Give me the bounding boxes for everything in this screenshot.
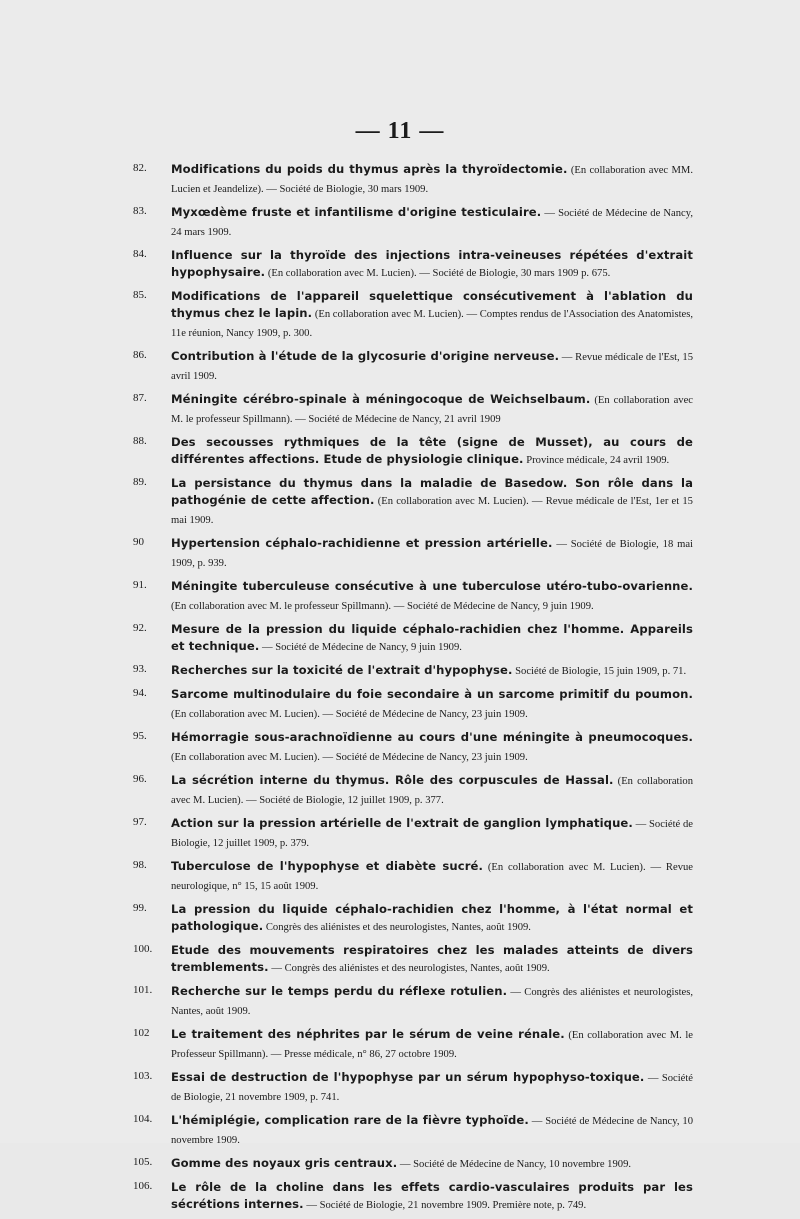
page-number: — 11 —: [355, 118, 445, 144]
entry-number: 94.: [133, 687, 147, 699]
entry-number: 82.: [133, 162, 147, 174]
entry-number: 92.: [133, 622, 147, 634]
entry-title: Modifications du poids du thymus après la thyroïdectomie.: [171, 162, 568, 176]
entry-citation: Congrès des aliénistes et des neurologistes, Nantes, août 1909.: [263, 922, 531, 933]
entry-number: 96.: [133, 773, 147, 785]
entry-number: 87.: [133, 392, 147, 404]
entry-number: 86.: [133, 349, 147, 361]
entry-title: Etude des mouvements respiratoires chez les malades atteints de divers tremblements.: [171, 943, 693, 974]
entry-citation: — Société de Médecine de Nancy, 10 novembre 1909.: [171, 1116, 693, 1146]
entry-number: 105.: [133, 1156, 153, 1168]
bibliography-entry: [133, 620, 693, 656]
entry-title: Le rôle de la choline dans les effets cardio-vasculaires produits par les sécrétions internes.: [171, 1180, 693, 1211]
entry-title: Le traitement des néphrites par le sérum de veine rénale.: [171, 1027, 565, 1041]
bibliography-entry: [133, 1025, 693, 1063]
entry-number: 84.: [133, 248, 147, 260]
entry-title: Méningite cérébro-spinale à méningocoque de Weichselbaum.: [171, 392, 591, 406]
entry-citation: (En collaboration avec MM. Lucien et Jeandelize). — Société de Biologie, 30 mars 1909.: [171, 165, 693, 195]
entry-number: 97.: [133, 816, 147, 828]
entry-citation: — Société de Médecine de Nancy, 24 mars 1909.: [171, 208, 694, 238]
entry-title: Essai de destruction de l'hypophyse par un sérum hypophyso-toxique.: [171, 1070, 645, 1084]
entry-citation: (En collaboration avec M. Lucien). — Revue médicale de l'Est, 1er et 15 mai 1909.: [171, 496, 693, 526]
bibliography-list: [133, 160, 693, 1219]
bibliography-entry: [133, 771, 693, 809]
bibliography-entry: [133, 661, 693, 680]
bibliography-entry: [133, 982, 693, 1020]
entry-citation: (En collaboration avec M. le Professeur Spillmann). — Presse médicale, n° 86, 27 octobre 1909.: [171, 1030, 693, 1060]
entry-title: La sécrétion interne du thymus. Rôle des corpuscules de Hassal.: [171, 773, 614, 787]
entry-number: 103.: [133, 1070, 153, 1082]
bibliography-entry: [133, 577, 693, 615]
entry-number: 98.: [133, 859, 147, 871]
entry-title: Hémorragie sous-arachnoïdienne au cours d'une méningite à pneumocoques.: [171, 730, 693, 744]
entry-title: La persistance du thymus dans la maladie de Basedow. Son rôle dans la pathogénie de cette affection.: [171, 476, 693, 507]
entry-number: 91.: [133, 579, 147, 591]
entry-citation: (En collaboration avec M. Lucien). — Société de Biologie, 30 mars 1909 p. 675.: [265, 268, 611, 279]
entry-citation: — Société de Médecine de Nancy, 10 novembre 1909.: [397, 1159, 632, 1170]
bibliography-entry: [133, 474, 693, 529]
entry-citation: (En collaboration avec M. le professeur Spillmann). — Société de Médecine de Nancy, 21 avril 1909: [171, 395, 693, 425]
entry-title: Contribution à l'étude de la glycosurie d'origine nerveuse.: [171, 349, 560, 363]
entry-title: Recherches sur la toxicité de l'extrait d'hypophyse.: [171, 663, 513, 677]
entry-number: 106.: [133, 1180, 153, 1192]
entry-title: Action sur la pression artérielle de l'extrait de ganglion lymphatique.: [171, 816, 633, 830]
bibliography-entry: [133, 1178, 693, 1214]
entry-citation: — Société de Biologie, 21 novembre 1909, p. 741.: [171, 1073, 694, 1103]
bibliography-entry: [133, 390, 693, 428]
entry-number: 83.: [133, 205, 147, 217]
entry-citation: (En collaboration avec M. Lucien). — Société de Médecine de Nancy, 23 juin 1909.: [171, 709, 528, 720]
bibliography-entry: [133, 160, 693, 198]
entry-number: 99.: [133, 902, 147, 914]
bibliography-entry: [133, 1068, 693, 1106]
entry-number: 102: [133, 1027, 150, 1039]
entry-citation: Province médicale, 24 avril 1909.: [523, 455, 670, 466]
entry-title: Sarcome multinodulaire du foie secondaire à un sarcome primitif du poumon.: [171, 687, 693, 701]
entry-title: Mesure de la pression du liquide céphalo-rachidien chez l'homme. Appareils et technique.: [171, 622, 693, 653]
bibliography-entry: [133, 203, 693, 241]
bibliography-entry: [133, 728, 693, 766]
entry-title: Tuberculose de l'hypophyse et diabète sucré.: [171, 859, 483, 873]
entry-title: Méningite tuberculeuse consécutive à une tuberculose utéro-tubo-ovarienne.: [171, 579, 693, 593]
bibliography-entry: [133, 941, 693, 977]
entry-title: Hypertension céphalo-rachidienne et pression artérielle.: [171, 536, 553, 550]
bibliography-entry: [133, 1154, 693, 1173]
entry-citation: — Société de Biologie, 18 mai 1909, p. 939.: [171, 539, 694, 569]
entry-citation: — Société de Médecine de Nancy, 9 juin 1909.: [259, 642, 462, 653]
entry-number: 89.: [133, 476, 147, 488]
entry-citation: — Congrès des aliénistes et des neurologistes, Nantes, août 1909.: [268, 963, 550, 974]
bibliography-entry: [133, 347, 693, 385]
entry-title: La pression du liquide céphalo-rachidien chez l'homme, à l'état normal et pathologique.: [171, 902, 693, 933]
bibliography-entry: [133, 287, 693, 342]
entry-title: L'hémiplégie, complication rare de la fièvre typhoïde.: [171, 1113, 529, 1127]
bibliography-entry: [133, 900, 693, 936]
entry-number: 85.: [133, 289, 147, 301]
entry-citation: (En collaboration avec M. Lucien). — Société de Médecine de Nancy, 23 juin 1909.: [171, 752, 528, 763]
entry-number: 88.: [133, 435, 147, 447]
entry-citation: Société de Biologie, 15 juin 1909, p. 71.: [512, 666, 687, 677]
entry-citation: — Société de Biologie, 21 novembre 1909. Première note, p. 749.: [303, 1200, 587, 1211]
entry-title: Myxœdème fruste et infantilisme d'origine testiculaire.: [171, 205, 542, 219]
entry-title: Gomme des noyaux gris centraux.: [171, 1156, 398, 1170]
entry-citation: (En collaboration avec M. Lucien). — Société de Biologie, 12 juillet 1909, p. 377.: [171, 776, 694, 806]
entry-citation: — Revue médicale de l'Est, 15 avril 1909.: [171, 352, 693, 382]
entry-citation: (En collaboration avec M. Lucien). — Comptes rendus de l'Association des Anatomistes, 11e réunion, Nancy 1909, p. 300.: [171, 309, 693, 339]
entry-citation: (En collaboration avec M. le professeur Spillmann). — Société de Médecine de Nancy, 9 juin 1909.: [171, 601, 594, 612]
entry-number: 100.: [133, 943, 153, 955]
entry-title: Recherche sur le temps perdu du réflexe rotulien.: [171, 984, 508, 998]
bibliography-entry: [133, 1111, 693, 1149]
bibliography-entry: [133, 685, 693, 723]
entry-title: Des secousses rythmiques de la tête (signe de Musset), au cours de différentes affections. Etude de physiologie clinique.: [171, 435, 693, 466]
entry-number: 90: [133, 536, 144, 548]
entry-number: 93.: [133, 663, 147, 675]
entry-number: 95.: [133, 730, 147, 742]
entry-citation: — Congrès des aliénistes et neurologistes, Nantes, août 1909.: [171, 987, 693, 1017]
bibliography-entry: [133, 433, 693, 469]
entry-number: 104.: [133, 1113, 153, 1125]
entry-citation: (En collaboration avec M. Lucien). — Revue neurologique, n° 15, 15 août 1909.: [171, 862, 693, 892]
bibliography-entry: [133, 857, 693, 895]
bibliography-entry: [133, 246, 693, 282]
entry-title: Modifications de l'appareil squelettique consécutivement à l'ablation du thymus chez le lapin.: [171, 289, 693, 320]
entry-title: Influence sur la thyroïde des injections intra-veineuses répétées d'extrait hypophysaire.: [171, 248, 693, 279]
bibliography-entry: [133, 534, 693, 572]
bibliography-entry: [133, 814, 693, 852]
entry-citation: — Société de Biologie, 12 juillet 1909, p. 379.: [171, 819, 693, 849]
entry-number: 101.: [133, 984, 153, 996]
